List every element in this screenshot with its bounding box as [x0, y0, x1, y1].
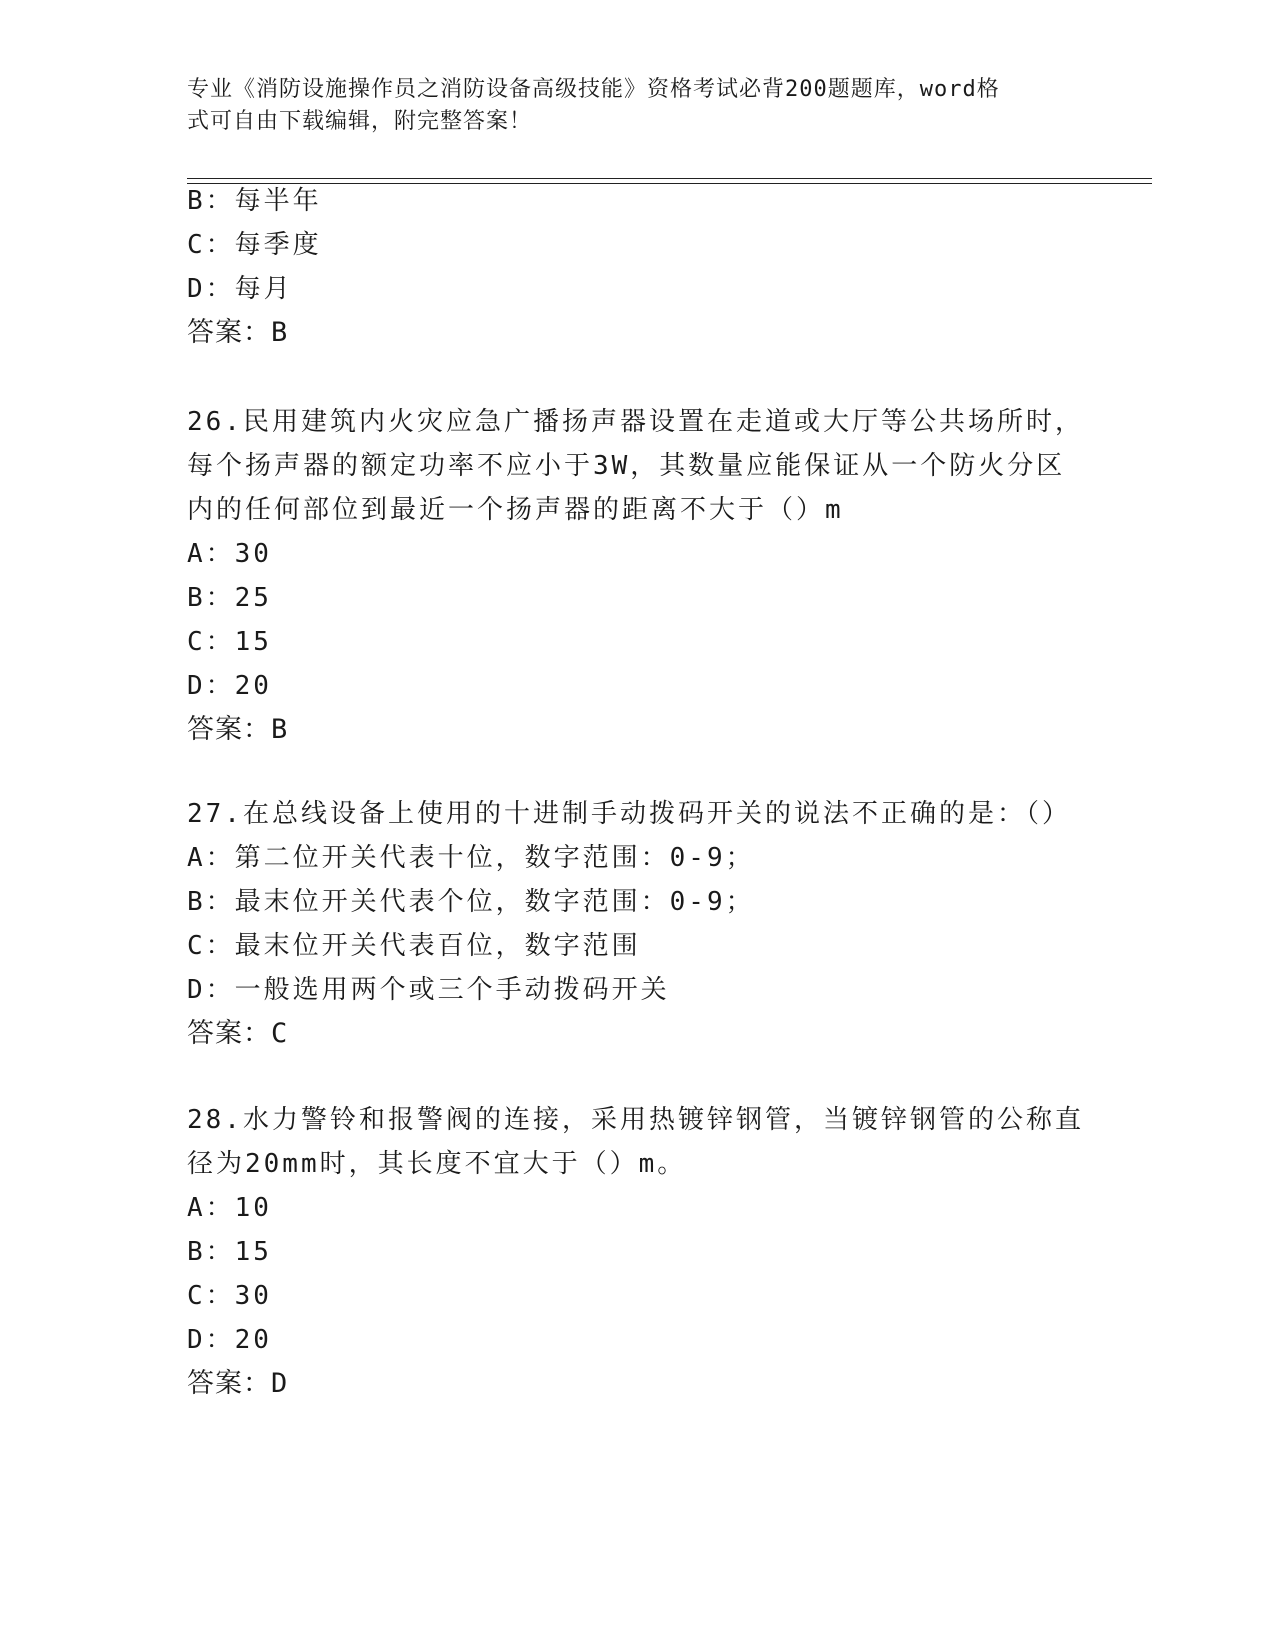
q28-option-b: B：15: [187, 1237, 272, 1267]
header-line-2: 式可自由下载编辑，附完整答案！: [187, 109, 533, 134]
q25-answer: 答案：B: [187, 317, 289, 348]
header-divider-top: [187, 178, 1152, 179]
header-line-1: 专业《消防设施操作员之消防设备高级技能》资格考试必背200题题库，word格: [187, 77, 1000, 102]
q26-option-d: D：20: [187, 671, 272, 701]
q28-option-c: C：30: [187, 1281, 272, 1311]
q27-answer: 答案：C: [187, 1018, 289, 1049]
q27-option-d: D：一般选用两个或三个手动拨码开关: [187, 975, 670, 1005]
q26-stem-line-3: 内的任何部位到最近一个扬声器的距离不大于（）m: [187, 495, 844, 525]
q28-stem-line-2: 径为20mm时，其长度不宜大于（）m。: [187, 1149, 687, 1179]
q25-option-c: C：每季度: [187, 230, 322, 260]
q27-stem-line-1: 27.在总线设备上使用的十进制手动拨码开关的说法不正确的是：（）: [187, 799, 1071, 829]
q28-answer: 答案：D: [187, 1368, 289, 1399]
document-header: [187, 74, 1067, 138]
q26-stem-line-2: 每个扬声器的额定功率不应小于3W，其数量应能保证从一个防火分区: [187, 451, 1066, 481]
q26-stem-line-1: 26.民用建筑内火灾应急广播扬声器设置在走道或大厅等公共场所时，: [187, 407, 1084, 437]
q27-option-c: C：最末位开关代表百位，数字范围: [187, 931, 641, 961]
q27-option-b: B：最末位开关代表个位，数字范围：0-9；: [187, 887, 755, 917]
q26-option-a: A：30: [187, 539, 272, 569]
header-divider-bottom: [187, 183, 1152, 184]
q25-option-b: B：每半年: [187, 186, 322, 216]
q25-option-d: D：每月: [187, 274, 293, 304]
q26-answer: 答案：B: [187, 714, 289, 745]
q26-option-c: C：15: [187, 627, 272, 657]
q27-option-a: A：第二位开关代表十位，数字范围：0-9；: [187, 843, 755, 873]
q28-stem-line-1: 28.水力警铃和报警阀的连接，采用热镀锌钢管，当镀锌钢管的公称直: [187, 1105, 1084, 1135]
q28-option-d: D：20: [187, 1325, 272, 1355]
q26-option-b: B：25: [187, 583, 272, 613]
q28-option-a: A：10: [187, 1193, 272, 1223]
